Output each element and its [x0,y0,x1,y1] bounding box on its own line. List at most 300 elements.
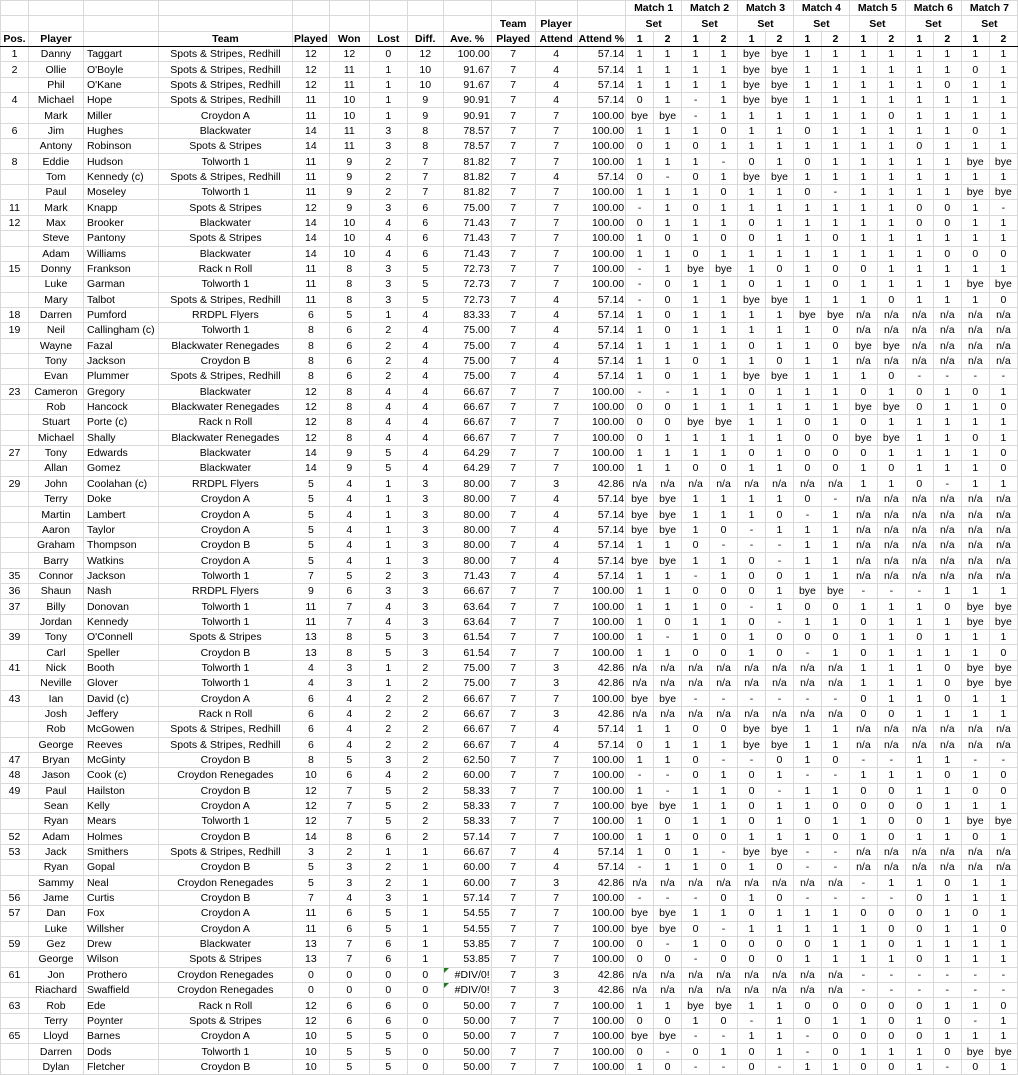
pos-cell: 41 [1,660,29,675]
match-3-set-1-cell: 1 [738,630,766,645]
last-name-cell: Pumford [83,307,158,322]
match-7-set-1-cell: 1 [961,921,989,936]
team-cell: Spots & Stripes [158,952,292,967]
table-row [1,737,1018,752]
match-2-set-2-cell: 0 [710,461,738,476]
first-name-cell: Dan [28,906,83,921]
first-name-cell: Cameron [28,384,83,399]
match-6-set-2-cell: 1 [933,261,961,276]
match-1-set-2-cell: n/a [654,676,682,691]
match-1-set-2-cell: 0 [654,1059,682,1074]
won-cell: 6 [329,906,369,921]
match-6-set-2-cell: 1 [933,154,961,169]
match-6-set-2-cell: 1 [933,47,961,62]
team-played-cell: 7 [491,783,535,798]
match-4-set-1-cell: 1 [793,522,821,537]
match-1-set-2-cell: n/a [654,983,682,998]
match-2-set-1-cell: 1 [682,630,710,645]
pos-cell: 49 [1,783,29,798]
first-name-cell: Stuart [28,415,83,430]
match-7-set-1-cell: bye [961,614,989,629]
table-row [1,676,1018,691]
played-cell: 0 [292,983,329,998]
team-cell: Rack n Roll [158,998,292,1013]
match-4-set-1-cell: 0 [793,599,821,614]
match-3-set-2-cell: - [765,691,793,706]
match-3-set-2-cell: 1 [765,185,793,200]
attend-pct-cell: 100.00 [577,952,626,967]
diff-cell: 6 [407,200,443,215]
match-4-set-1-cell: 1 [793,62,821,77]
match-6-set-2-cell: n/a [933,737,961,752]
match-7-set-2-cell: 1 [989,691,1017,706]
team-cell: RRDPL Flyers [158,476,292,491]
match-1-set-2-cell: 1 [654,445,682,460]
match-7-set-1-cell: 1 [961,139,989,154]
pos-cell: 1 [1,47,29,62]
match-7-set-2-cell: 0 [989,246,1017,261]
match-6-set-1-cell: 1 [905,261,933,276]
match-3-set-2-cell: 0 [765,507,793,522]
match-2-set-2-cell: - [710,691,738,706]
last-name-cell: Prothero [83,967,158,982]
match-5-set-2-cell: n/a [877,507,905,522]
won-cell: 7 [329,783,369,798]
last-name-cell: Willsher [83,921,158,936]
first-name-cell: Max [28,215,83,230]
team-cell: Spots & Stripes [158,231,292,246]
table-row [1,568,1018,583]
pos-cell: 37 [1,599,29,614]
lost-cell: 2 [369,353,407,368]
m2-set2: 2 [710,31,738,46]
last-name-cell: O'Connell [83,630,158,645]
match-6-set-2-cell: n/a [933,323,961,338]
team-played-cell: 7 [491,369,535,384]
table-row [1,522,1018,537]
match-4-set-2-cell: 1 [821,538,849,553]
match-4-set-1-cell: 1 [793,752,821,767]
lost-cell: 4 [369,614,407,629]
attend-pct-cell: 100.00 [577,277,626,292]
diff-cell: 4 [407,384,443,399]
match-1-set-1-cell: 0 [626,936,654,951]
match-4-set-2-cell: 1 [821,384,849,399]
team-cell: Spots & Stripes, Redhill [158,844,292,859]
won-cell: 2 [329,844,369,859]
match-1-set-2-cell: bye [654,691,682,706]
match-1-set-1-cell: 1 [626,231,654,246]
match-7-set-2-cell: 1 [989,139,1017,154]
lost-cell: 4 [369,215,407,230]
player-attend-cell: 7 [535,798,577,813]
match-3-set-1-cell: 0 [738,1044,766,1059]
first-name-cell: Shaun [28,584,83,599]
match-2-set-2-cell: 0 [710,645,738,660]
diff-header: Diff. [407,31,443,46]
played-cell: 11 [292,261,329,276]
player-attend-cell: 4 [535,568,577,583]
team-played-cell: 7 [491,47,535,62]
match-2-set-1-cell: n/a [682,983,710,998]
match-5-set-2-cell: n/a [877,568,905,583]
match-2-set-2-cell: 1 [710,323,738,338]
match-5-set-2-cell: 1 [877,77,905,92]
match-5-set-2-cell: 1 [877,154,905,169]
match-3-set-2-cell: 1 [765,277,793,292]
m6-set1: 1 [905,31,933,46]
table-row [1,783,1018,798]
diff-cell: 1 [407,906,443,921]
match-5-set-1-cell: 1 [849,936,877,951]
match-3-set-2-cell: 0 [765,645,793,660]
table-row [1,584,1018,599]
match-7-set-2-cell: bye [989,185,1017,200]
team-played-cell: 7 [491,584,535,599]
match-1-set-2-cell: 1 [654,860,682,875]
match-6-set-2-cell: n/a [933,522,961,537]
ave-cell: 60.00 [443,875,491,890]
player-attend-cell: 4 [535,492,577,507]
match-3-set-2-cell: 1 [765,139,793,154]
match-5-set-2-cell: n/a [877,538,905,553]
lost-cell: 2 [369,860,407,875]
diff-cell: 0 [407,967,443,982]
match-6-set-1-cell: n/a [905,353,933,368]
player-attend-cell: 4 [535,844,577,859]
match-3-set-1-cell: n/a [738,676,766,691]
match-2-set-2-cell: 1 [710,399,738,414]
match-7-set-1-cell: n/a [961,553,989,568]
match-5-set-2-cell: 0 [877,706,905,721]
played-cell: 12 [292,814,329,829]
match-6-set-2-cell: 0 [933,246,961,261]
match-1-set-1-cell: - [626,200,654,215]
played-cell: 6 [292,307,329,322]
match-1-set-2-cell: 0 [654,399,682,414]
diff-cell: 3 [407,553,443,568]
match-1-set-2-cell: 1 [654,200,682,215]
match-2-set-2-cell: 1 [710,292,738,307]
match-5-set-2-cell: n/a [877,722,905,737]
match-4-set-1-cell: 1 [793,47,821,62]
attend-pct-cell: 100.00 [577,215,626,230]
played-cell: 3 [292,844,329,859]
match-4-set-1-cell: 1 [793,798,821,813]
team-cell: Tolworth 1 [158,660,292,675]
match-2-set-1-cell: - [682,691,710,706]
last-name-cell: O'Kane [83,77,158,92]
match-1-set-1-cell: bye [626,492,654,507]
match-4-set-1-cell: 1 [793,338,821,353]
pos-cell: 11 [1,200,29,215]
m1-set1: 1 [626,31,654,46]
match-2-set-1-cell: 1 [682,292,710,307]
match-6-set-2-cell: n/a [933,860,961,875]
match-6-set-1-cell: n/a [905,737,933,752]
player-attend-cell: 7 [535,921,577,936]
match-1-set-1-cell: 0 [626,139,654,154]
match-1-set-1-cell: 1 [626,369,654,384]
table-row [1,200,1018,215]
match-7-set-1-cell: bye [961,277,989,292]
match-2-set-1-cell: 1 [682,77,710,92]
first-name-cell: Aaron [28,522,83,537]
match-7-set-2-cell: - [989,369,1017,384]
match-1-set-1-cell: n/a [626,676,654,691]
match-7-set-2-cell: 1 [989,261,1017,276]
match-6-set-2-cell: 1 [933,906,961,921]
team-cell: Croydon B [158,353,292,368]
match-4-set-1-cell: 1 [793,323,821,338]
match-4-set-2-cell: 0 [821,752,849,767]
player-attend-cell: 4 [535,62,577,77]
match-1-set-1-cell: bye [626,553,654,568]
match-2-set-1-cell: 1 [682,185,710,200]
match-1-set-2-cell: 0 [654,844,682,859]
match-6-set-2-cell: 0 [933,1013,961,1028]
match-3-set-2-cell: bye [765,292,793,307]
team-cell: Tolworth 1 [158,676,292,691]
lost-cell: 3 [369,890,407,905]
match-6-set-2-cell: 1 [933,185,961,200]
match-5-set-1-cell: 0 [849,614,877,629]
match-3-set-2-cell: 1 [765,798,793,813]
match-4-set-1-cell: 1 [793,783,821,798]
match-7-set-1-cell: bye [961,814,989,829]
match-2-set-1-cell: - [682,568,710,583]
team-played-cell: 7 [491,553,535,568]
match-1-set-1-cell: 0 [626,737,654,752]
won-cell: 8 [329,277,369,292]
team-played-cell: 7 [491,890,535,905]
match-3-set-1-cell: n/a [738,875,766,890]
won-cell: 8 [329,292,369,307]
match-2-set-1-cell: 1 [682,47,710,62]
lost-header: Lost [369,31,407,46]
match-6-set-1-cell: 1 [905,875,933,890]
match-6-set-2-cell: 1 [933,415,961,430]
match-1-set-1-cell: n/a [626,660,654,675]
table-row [1,492,1018,507]
diff-cell: 1 [407,844,443,859]
match-6-set-2-cell: 1 [933,798,961,813]
lost-cell: 1 [369,77,407,92]
match-2-set-2-cell: n/a [710,676,738,691]
m1-set2: 2 [654,31,682,46]
match-3-set-1-cell: 0 [738,568,766,583]
match-6-set-1-cell: 0 [905,630,933,645]
attend-pct-cell: 100.00 [577,261,626,276]
diff-cell: 4 [407,369,443,384]
match-6-set-2-cell: 1 [933,998,961,1013]
attend-pct-cell: 57.14 [577,737,626,752]
ave-cell: 75.00 [443,353,491,368]
match-7-set-1-cell: n/a [961,338,989,353]
won-cell: 9 [329,185,369,200]
match-6-set-1-cell: 0 [905,798,933,813]
match-4-set-1-cell: - [793,860,821,875]
last-name-cell: Smithers [83,844,158,859]
pos-cell [1,983,29,998]
match-5-set-1-cell: 0 [849,261,877,276]
played-cell: 4 [292,660,329,675]
match-4-set-2-cell: 0 [821,445,849,460]
pos-cell [1,231,29,246]
attend-pct-cell: 57.14 [577,844,626,859]
match-4-set-1-cell: 1 [793,384,821,399]
player-attend-cell: 7 [535,1059,577,1074]
team-cell: Tolworth 1 [158,185,292,200]
match-4-set-1-cell: n/a [793,967,821,982]
match-3-set-2-cell: 1 [765,215,793,230]
attend-pct-cell: 100.00 [577,445,626,460]
team-played-cell: 7 [491,706,535,721]
match-3-set-2-cell: - [765,614,793,629]
match-1-set-1-cell: n/a [626,983,654,998]
match-4-set-1-cell: 1 [793,737,821,752]
match-4-set-2-cell: 1 [821,200,849,215]
match-1-set-2-cell: 0 [654,323,682,338]
match-3-set-2-cell: n/a [765,706,793,721]
last-name-cell: Brooker [83,215,158,230]
last-name-cell: Porte (c) [83,415,158,430]
played-cell: 13 [292,630,329,645]
pos-cell: 57 [1,906,29,921]
team-played-cell: 7 [491,384,535,399]
won-cell: 8 [329,645,369,660]
diff-cell: 3 [407,584,443,599]
table-row [1,752,1018,767]
match-4-set-1-cell: 1 [793,906,821,921]
table-row [1,1013,1018,1028]
played-cell: 14 [292,461,329,476]
team-cell: Tolworth 1 [158,568,292,583]
match-3-set-2-cell: 1 [765,584,793,599]
match-4-set-label: Set [793,16,849,31]
attend-pct-cell: 57.14 [577,553,626,568]
match-4-set-1-cell: n/a [793,476,821,491]
match-6-set-2-cell: 1 [933,123,961,138]
player-attend-cell: 4 [535,353,577,368]
diff-cell: 7 [407,169,443,184]
attend-pct-cell: 100.00 [577,829,626,844]
match-5-set-1-cell: 1 [849,829,877,844]
diff-cell: 3 [407,507,443,522]
match-2-set-1-cell: 0 [682,768,710,783]
diff-cell: 8 [407,139,443,154]
team-cell: RRDPL Flyers [158,584,292,599]
player-attend-cell: 7 [535,430,577,445]
match-6-set-1-cell: 1 [905,645,933,660]
pos-cell: 53 [1,844,29,859]
table-row [1,323,1018,338]
ave-cell: 80.00 [443,522,491,537]
match-7-set-2-cell: 1 [989,384,1017,399]
match-2-set-2-cell: 0 [710,829,738,844]
match-3-set-2-cell: 0 [765,890,793,905]
match-7-set-1-cell: 1 [961,798,989,813]
match-4-set-2-cell: 1 [821,154,849,169]
match-5-set-2-cell: - [877,983,905,998]
diff-cell: 2 [407,798,443,813]
m3-set1: 1 [738,31,766,46]
header-row-2 [1,16,1018,31]
player-attend-cell: 4 [535,338,577,353]
match-4-set-1-cell: n/a [793,983,821,998]
match-7-set-1-cell: 1 [961,691,989,706]
match-3-set-2-cell: n/a [765,967,793,982]
played-cell: 11 [292,906,329,921]
match-5-set-2-cell: 1 [877,277,905,292]
match-1-set-2-cell: n/a [654,967,682,982]
match-3-set-1-cell: 1 [738,399,766,414]
match-1-set-1-cell: 1 [626,307,654,322]
attend-pct-cell: 100.00 [577,154,626,169]
ave-cell: 75.00 [443,338,491,353]
first-name-cell: Billy [28,599,83,614]
last-name-cell: David (c) [83,691,158,706]
pos-cell: 56 [1,890,29,905]
diff-cell: 3 [407,522,443,537]
played-cell: 5 [292,553,329,568]
pos-cell [1,169,29,184]
match-1-set-2-cell: bye [654,906,682,921]
match-5-set-1-cell: n/a [849,492,877,507]
attend-pct-cell: 57.14 [577,307,626,322]
last-name-cell: Curtis [83,890,158,905]
player-attend-cell: 7 [535,768,577,783]
ave-cell: 75.00 [443,660,491,675]
match-1-set-1-cell: - [626,277,654,292]
match-5-set-1-cell: 1 [849,814,877,829]
match-3-set-1-cell: 0 [738,553,766,568]
match-1-set-1-cell: bye [626,507,654,522]
match-5-set-2-cell: 0 [877,829,905,844]
match-2-set-2-cell: 0 [710,936,738,951]
diff-cell: 2 [407,768,443,783]
match-3-set-1-cell: 1 [738,323,766,338]
match-5-set-2-cell: 1 [877,139,905,154]
lost-cell: 2 [369,737,407,752]
match-5-set-2-cell: 1 [877,630,905,645]
match-4-set-1-cell: 1 [793,246,821,261]
player-attend-cell: 4 [535,93,577,108]
pos-cell: 23 [1,384,29,399]
ave-cell: 80.00 [443,553,491,568]
match-2-set-1-cell: 1 [682,860,710,875]
match-2-set-1-cell: 1 [682,369,710,384]
match-3-set-2-cell: bye [765,62,793,77]
match-2-set-1-cell: - [682,952,710,967]
lost-cell: 5 [369,783,407,798]
match-2-set-2-cell: 0 [710,722,738,737]
match-4-set-1-cell: 1 [793,353,821,368]
table-row [1,630,1018,645]
match-1-set-1-cell: 0 [626,399,654,414]
match-7-set-2-cell: 1 [989,584,1017,599]
team-played-cell: 7 [491,277,535,292]
team-cell: Croydon Renegades [158,768,292,783]
played-cell: 5 [292,492,329,507]
attend-pct-cell: 100.00 [577,139,626,154]
team-played-cell: 7 [491,231,535,246]
match-7-set-1-cell: 1 [961,936,989,951]
match-6-set-2-cell: - [933,369,961,384]
last-name-cell: Thompson [83,538,158,553]
match-4-set-2-cell: 0 [821,231,849,246]
match-3-set-2-cell: 1 [765,200,793,215]
